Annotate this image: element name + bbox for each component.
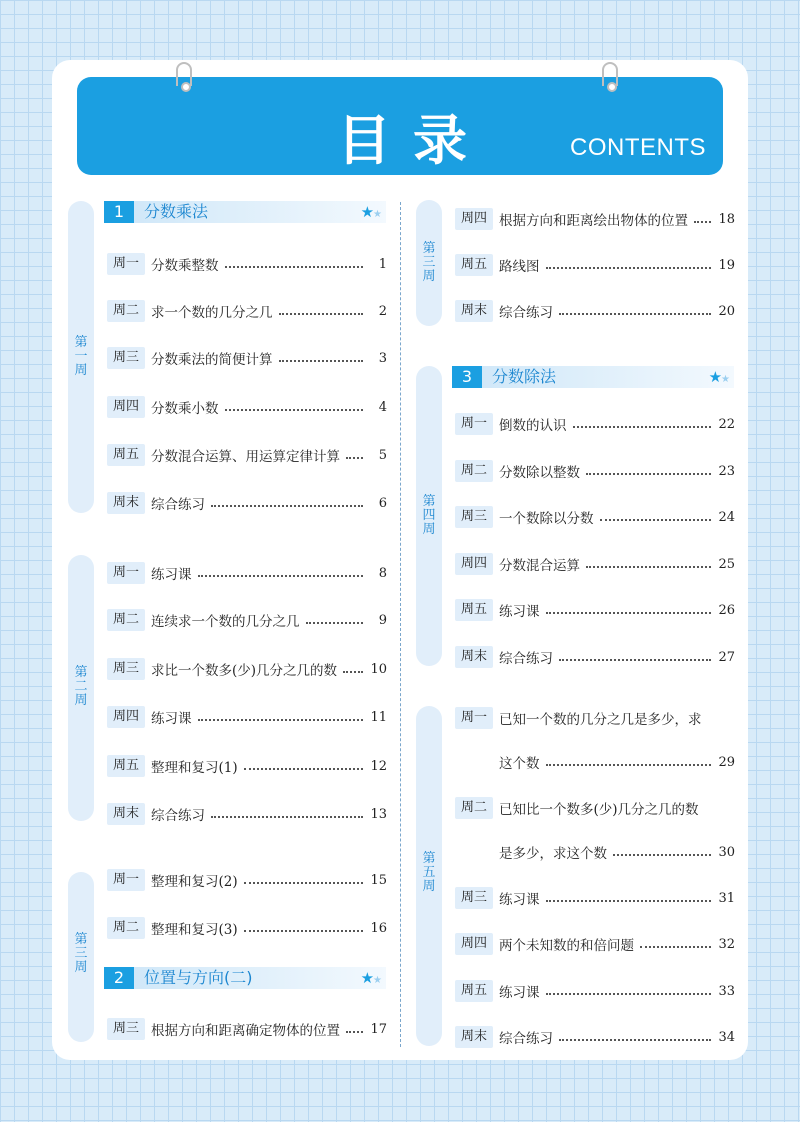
section-title: 位置与方向(二) — [144, 968, 253, 987]
toc-page: 1 — [378, 256, 387, 272]
toc-day: 周三 — [107, 1018, 145, 1040]
toc-title: 综合练习 — [499, 305, 553, 321]
leader-dots — [244, 930, 363, 932]
toc-day: 周一 — [107, 253, 145, 275]
toc-entry[interactable] — [107, 803, 387, 825]
leader-dots — [346, 457, 363, 459]
toc-title: 综合练习 — [151, 497, 205, 513]
leader-dots — [573, 426, 712, 428]
toc-page: 25 — [718, 556, 735, 572]
toc-page: 10 — [370, 661, 387, 677]
toc-page: 12 — [370, 758, 387, 774]
toc-entry[interactable] — [455, 980, 735, 1002]
leader-dots — [546, 267, 712, 269]
toc-entry[interactable] — [455, 933, 735, 955]
toc-day: 周五 — [107, 755, 145, 777]
toc-title-continuation: 是多少，求这个数 — [499, 846, 607, 862]
leader-dots — [244, 768, 363, 770]
toc-day: 周一 — [455, 413, 493, 435]
toc-page: 3 — [378, 350, 387, 366]
toc-day: 周四 — [107, 396, 145, 418]
week-label-4: 第四周 — [422, 494, 436, 537]
toc-entry[interactable] — [455, 646, 735, 668]
leader-dots — [279, 360, 364, 362]
week-label-2: 第二周 — [74, 665, 88, 708]
toc-title: 连续求一个数的几分之几 — [151, 614, 300, 630]
toc-entry[interactable] — [455, 254, 735, 276]
toc-page: 34 — [718, 1029, 735, 1045]
section-number: 2 — [104, 967, 134, 989]
toc-entry[interactable] — [107, 1018, 387, 1040]
toc-title: 路线图 — [499, 259, 540, 275]
section-title: 分数乘法 — [144, 202, 209, 221]
toc-day: 周末 — [107, 492, 145, 514]
toc-day: 周末 — [455, 300, 493, 322]
toc-entry[interactable] — [107, 562, 387, 584]
toc-title: 已知一个数的几分之几是多少，求 — [499, 712, 702, 728]
toc-day: 周五 — [455, 599, 493, 621]
toc-title: 练习课 — [499, 604, 540, 620]
leader-dots — [306, 622, 364, 624]
toc-entry[interactable] — [107, 609, 387, 631]
toc-day: 周五 — [455, 980, 493, 1002]
week-label-3: 第三周 — [74, 932, 88, 975]
toc-day: 周五 — [107, 444, 145, 466]
toc-title: 分数乘整数 — [151, 258, 219, 274]
toc-title: 练习课 — [151, 711, 192, 727]
toc-page: 31 — [718, 890, 735, 906]
toc-page: 5 — [378, 447, 387, 463]
toc-page: 16 — [370, 920, 387, 936]
toc-page: 22 — [718, 416, 735, 432]
leader-dots — [198, 719, 364, 721]
toc-day: 周一 — [107, 562, 145, 584]
toc-title: 求比一个数多(少)几分之几的数 — [151, 663, 338, 679]
toc-day: 周二 — [455, 797, 493, 819]
toc-page: 15 — [370, 872, 387, 888]
toc-title: 整理和复习(1) — [151, 760, 238, 776]
page-title: 目录 — [337, 109, 489, 172]
toc-entry[interactable] — [107, 253, 387, 275]
toc-day: 周三 — [107, 658, 145, 680]
leader-dots — [225, 266, 364, 268]
toc-page: 29 — [718, 754, 735, 770]
toc-page: 8 — [378, 565, 387, 581]
section-number: 1 — [104, 201, 134, 223]
week-label-3b: 第三周 — [422, 241, 436, 284]
toc-page: 23 — [718, 463, 735, 479]
toc-title: 求一个数的几分之几 — [151, 305, 273, 321]
toc-entry[interactable] — [107, 300, 387, 322]
leader-dots — [613, 854, 711, 856]
toc-entry[interactable] — [107, 396, 387, 418]
toc-day: 周三 — [107, 347, 145, 369]
leader-dots — [343, 671, 363, 673]
toc-day: 周末 — [455, 646, 493, 668]
toc-title: 整理和复习(3) — [151, 922, 238, 938]
toc-title: 已知比一个数多(少)几分之几的数 — [499, 802, 699, 818]
leader-dots — [279, 313, 364, 315]
toc-page: 11 — [370, 709, 387, 725]
toc-page: 33 — [718, 983, 735, 999]
toc-day: 周四 — [455, 208, 493, 230]
toc-page: 13 — [370, 806, 387, 822]
toc-page: 9 — [378, 612, 387, 628]
toc-title-continuation: 这个数 — [499, 756, 540, 772]
toc-entry[interactable] — [455, 460, 735, 482]
week-label-5: 第五周 — [422, 851, 436, 894]
leader-dots — [244, 882, 363, 884]
leader-dots — [559, 659, 711, 661]
leader-dots — [600, 519, 712, 521]
toc-day: 周二 — [107, 609, 145, 631]
toc-day: 周末 — [455, 1026, 493, 1048]
toc-title: 倒数的认识 — [499, 418, 567, 434]
toc-entry[interactable] — [107, 869, 387, 891]
leader-dots — [546, 764, 712, 766]
toc-entry[interactable] — [455, 506, 735, 528]
toc-entry-continuation[interactable] — [455, 751, 735, 773]
leader-dots — [546, 993, 712, 995]
section-number: 3 — [452, 366, 482, 388]
toc-day: 周四 — [455, 933, 493, 955]
star-icon: ★★ — [360, 203, 382, 221]
leader-dots — [346, 1031, 363, 1033]
section-header-1 — [104, 201, 386, 223]
toc-entry[interactable] — [455, 208, 735, 230]
toc-page: 6 — [378, 495, 387, 511]
toc-day: 周末 — [107, 803, 145, 825]
toc-page: 30 — [718, 844, 735, 860]
toc-title: 分数乘法的简便计算 — [151, 352, 273, 368]
toc-title: 综合练习 — [499, 1031, 553, 1047]
toc-day: 周一 — [455, 707, 493, 729]
toc-day: 周一 — [107, 869, 145, 891]
toc-title: 分数混合运算 — [499, 558, 580, 574]
toc-page: 2 — [378, 303, 387, 319]
toc-entry[interactable] — [107, 917, 387, 939]
page-subtitle: CONTENTS — [570, 134, 706, 161]
toc-entry[interactable] — [455, 553, 735, 575]
binder-ring-left — [176, 62, 192, 86]
toc-day: 周二 — [107, 300, 145, 322]
toc-entry[interactable] — [107, 755, 387, 777]
toc-title: 一个数除以分数 — [499, 511, 594, 527]
section-title: 分数除法 — [492, 367, 557, 386]
leader-dots — [559, 313, 711, 315]
leader-dots — [586, 473, 711, 475]
toc-page: 24 — [718, 509, 735, 525]
toc-day: 周四 — [107, 706, 145, 728]
star-icon: ★★ — [708, 368, 730, 386]
column-divider — [400, 202, 401, 1047]
toc-entry[interactable] — [107, 706, 387, 728]
toc-day: 周四 — [455, 553, 493, 575]
toc-entry[interactable] — [455, 1026, 735, 1048]
toc-entry[interactable] — [455, 413, 735, 435]
toc-day: 周五 — [455, 254, 493, 276]
toc-page: 27 — [718, 649, 735, 665]
toc-title: 根据方向和距离绘出物体的位置 — [499, 213, 688, 229]
leader-dots — [586, 566, 711, 568]
toc-entry[interactable] — [455, 599, 735, 621]
leader-dots — [546, 612, 712, 614]
section-header-3 — [452, 366, 734, 388]
toc-title: 根据方向和距离确定物体的位置 — [151, 1023, 340, 1039]
toc-entry[interactable] — [107, 492, 387, 514]
toc-title: 整理和复习(2) — [151, 874, 238, 890]
toc-entry[interactable] — [107, 658, 387, 680]
toc-entry[interactable] — [455, 887, 735, 909]
leader-dots — [211, 505, 363, 507]
binder-ring-right — [602, 62, 618, 86]
toc-day: 周二 — [107, 917, 145, 939]
toc-title: 两个未知数的和倍问题 — [499, 938, 634, 954]
toc-page: 18 — [718, 211, 735, 227]
toc-page: 17 — [370, 1021, 387, 1037]
toc-entry[interactable] — [107, 347, 387, 369]
toc-day: 周三 — [455, 887, 493, 909]
week-label-1: 第一周 — [74, 335, 88, 378]
toc-page: 19 — [718, 257, 735, 273]
toc-page: 4 — [378, 399, 387, 415]
toc-title: 练习课 — [499, 985, 540, 1001]
toc-title: 综合练习 — [151, 808, 205, 824]
toc-title: 综合练习 — [499, 651, 553, 667]
leader-dots — [225, 409, 364, 411]
leader-dots — [211, 816, 363, 818]
toc-entry[interactable] — [107, 444, 387, 466]
leader-dots — [546, 900, 712, 902]
leader-dots — [640, 946, 711, 948]
toc-title: 分数除以整数 — [499, 465, 580, 481]
toc-entry-continuation[interactable] — [455, 841, 735, 863]
toc-title: 练习课 — [499, 892, 540, 908]
section-header-2 — [104, 967, 386, 989]
leader-dots — [559, 1039, 711, 1041]
leader-dots — [694, 221, 711, 223]
toc-entry[interactable] — [455, 797, 735, 819]
toc-title: 分数混合运算、用运算定律计算 — [151, 449, 340, 465]
star-icon: ★★ — [360, 969, 382, 987]
toc-day: 周二 — [455, 460, 493, 482]
toc-entry[interactable] — [455, 707, 735, 729]
toc-page: 32 — [718, 936, 735, 952]
toc-entry[interactable] — [455, 300, 735, 322]
toc-day: 周三 — [455, 506, 493, 528]
toc-title: 练习课 — [151, 567, 192, 583]
toc-title: 分数乘小数 — [151, 401, 219, 417]
toc-page: 20 — [718, 303, 735, 319]
toc-page: 26 — [718, 602, 735, 618]
leader-dots — [198, 575, 364, 577]
